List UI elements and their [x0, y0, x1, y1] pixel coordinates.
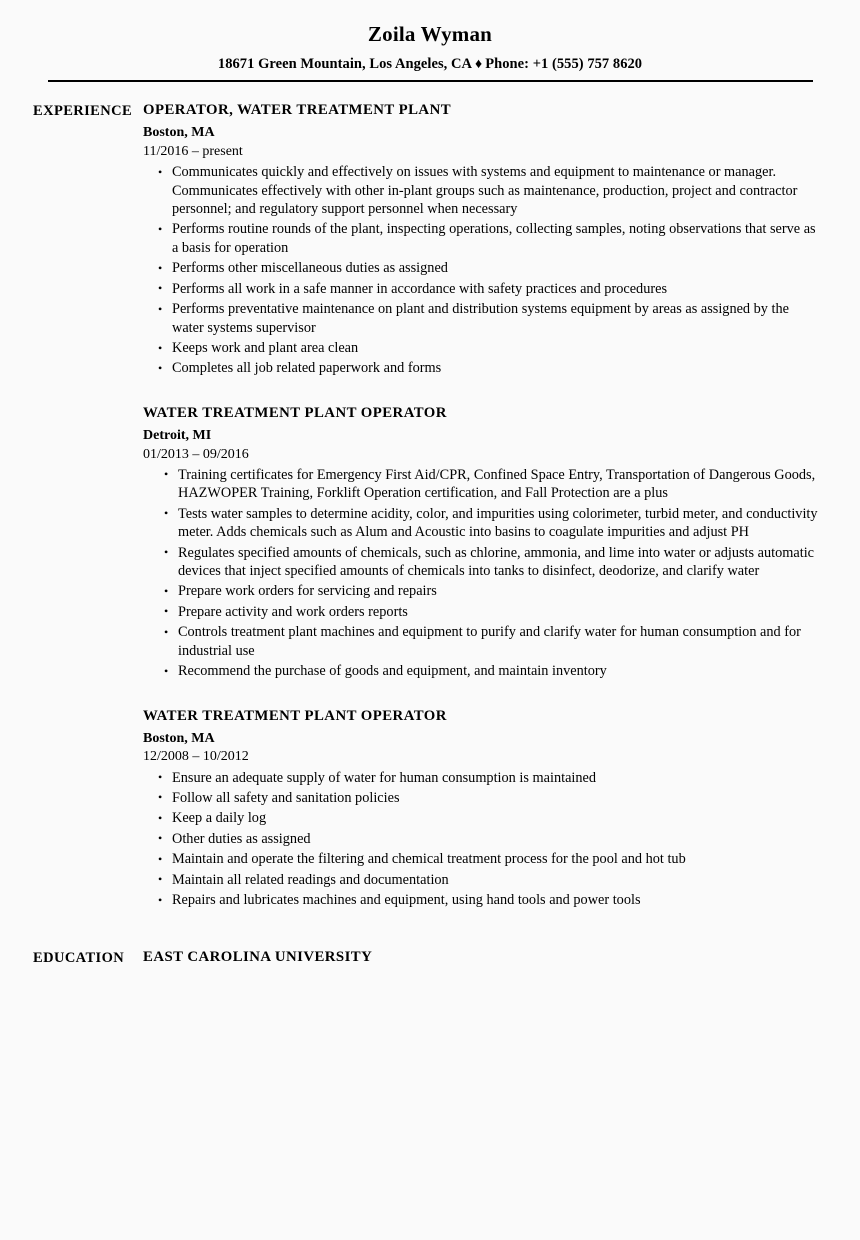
experience-section: [0, 101, 860, 909]
list-item: • Keep a daily log: [143, 809, 822, 827]
list-item: • Training certificates for Emergency First Aid/CPR, Confined Space Entry, Transportation of Dangerous Goods, HAZWOPER Training, Forklift Operation certification, and Fall Protection are a plus: [143, 466, 822, 503]
job-location: Boston, MA: [143, 730, 215, 746]
candidate-name: Zoila Wyman: [367, 22, 493, 46]
list-item: • Other duties as assigned: [143, 830, 822, 848]
list-item: • Recommend the purchase of goods and equipment, and maintain inventory: [143, 662, 822, 680]
resume-header: [0, 0, 860, 82]
list-item: • Prepare work orders for servicing and repairs: [143, 582, 822, 600]
list-item: • Prepare activity and work orders reports: [143, 603, 822, 621]
list-item: • Performs routine rounds of the plant, inspecting operations, collecting samples, noting observations that serve as a basis for operation: [143, 220, 822, 257]
candidate-phone: Phone: +1 (555) 757 8620: [485, 56, 643, 73]
experience-entries: [143, 101, 860, 909]
job-title: WATER TREATMENT PLANT OPERATOR: [143, 707, 447, 724]
job-responsibilities: [143, 769, 822, 910]
list-item: • Performs preventative maintenance on plant and distribution systems equipment by areas as assigned by the water systems supervisor: [143, 300, 822, 337]
list-item: • Maintain all related readings and documentation: [143, 871, 822, 889]
education-entries: [143, 948, 860, 967]
list-item: • Communicates quickly and effectively on issues with systems and equipment to maintenance or manager. Communicates effectively with other in-plant groups such as maintenance, production, project and contractor personnel; and regulatory support personnel when necessary: [143, 163, 822, 218]
job-entry: [143, 707, 822, 910]
job-title: OPERATOR, WATER TREATMENT PLANT: [143, 102, 452, 119]
list-item: • Performs all work in a safe manner in accordance with safety practices and procedures: [143, 280, 822, 298]
diamond-separator-icon: ♦: [475, 57, 483, 73]
list-item: • Keeps work and plant area clean: [143, 339, 822, 357]
job-entry: [143, 404, 822, 681]
list-item: • Regulates specified amounts of chemicals, such as chlorine, ammonia, and lime into water or adjusts automatic devices that inject specified amounts of chemicals into tanks to disinfect, deodorize, and clarify water: [143, 544, 822, 581]
school-name: EAST CAROLINA UNIVERSITY: [143, 948, 373, 965]
job-title: WATER TREATMENT PLANT OPERATOR: [143, 404, 447, 421]
job-dates: 11/2016 – present: [143, 143, 243, 159]
list-item: • Maintain and operate the filtering and chemical treatment process for the pool and hot tub: [143, 850, 822, 868]
job-responsibilities: [143, 163, 822, 378]
education-section: [0, 948, 860, 967]
contact-line: [0, 56, 860, 73]
section-label-experience: EXPERIENCE: [33, 103, 133, 120]
list-item: • Completes all job related paperwork and forms: [143, 359, 822, 377]
job-entry: [143, 101, 822, 378]
job-dates: 01/2013 – 09/2016: [143, 446, 249, 462]
header-divider: [48, 80, 813, 82]
list-item: • Tests water samples to determine acidity, color, and impurities using colorimeter, turbid meter, and conductivity meter. Adds chemicals such as Alum and Acoustic into basins to coagulate impurities and adjust PH: [143, 505, 822, 542]
list-item: • Repairs and lubricates machines and equipment, using hand tools and power tools: [143, 891, 822, 909]
job-dates: 12/2008 – 10/2012: [143, 749, 249, 765]
list-item: • Performs other miscellaneous duties as assigned: [143, 259, 822, 277]
section-label-education: EDUCATION: [33, 949, 125, 966]
job-responsibilities: [143, 466, 822, 681]
list-item: • Follow all safety and sanitation policies: [143, 789, 822, 807]
job-location: Detroit, MI: [143, 428, 212, 444]
candidate-address: 18671 Green Mountain, Los Angeles, CA: [217, 56, 473, 73]
list-item: • Controls treatment plant machines and equipment to purify and clarify water for human consumption and for industrial use: [143, 623, 822, 660]
list-item: • Ensure an adequate supply of water for human consumption is maintained: [143, 769, 822, 787]
job-location: Boston, MA: [143, 125, 215, 141]
